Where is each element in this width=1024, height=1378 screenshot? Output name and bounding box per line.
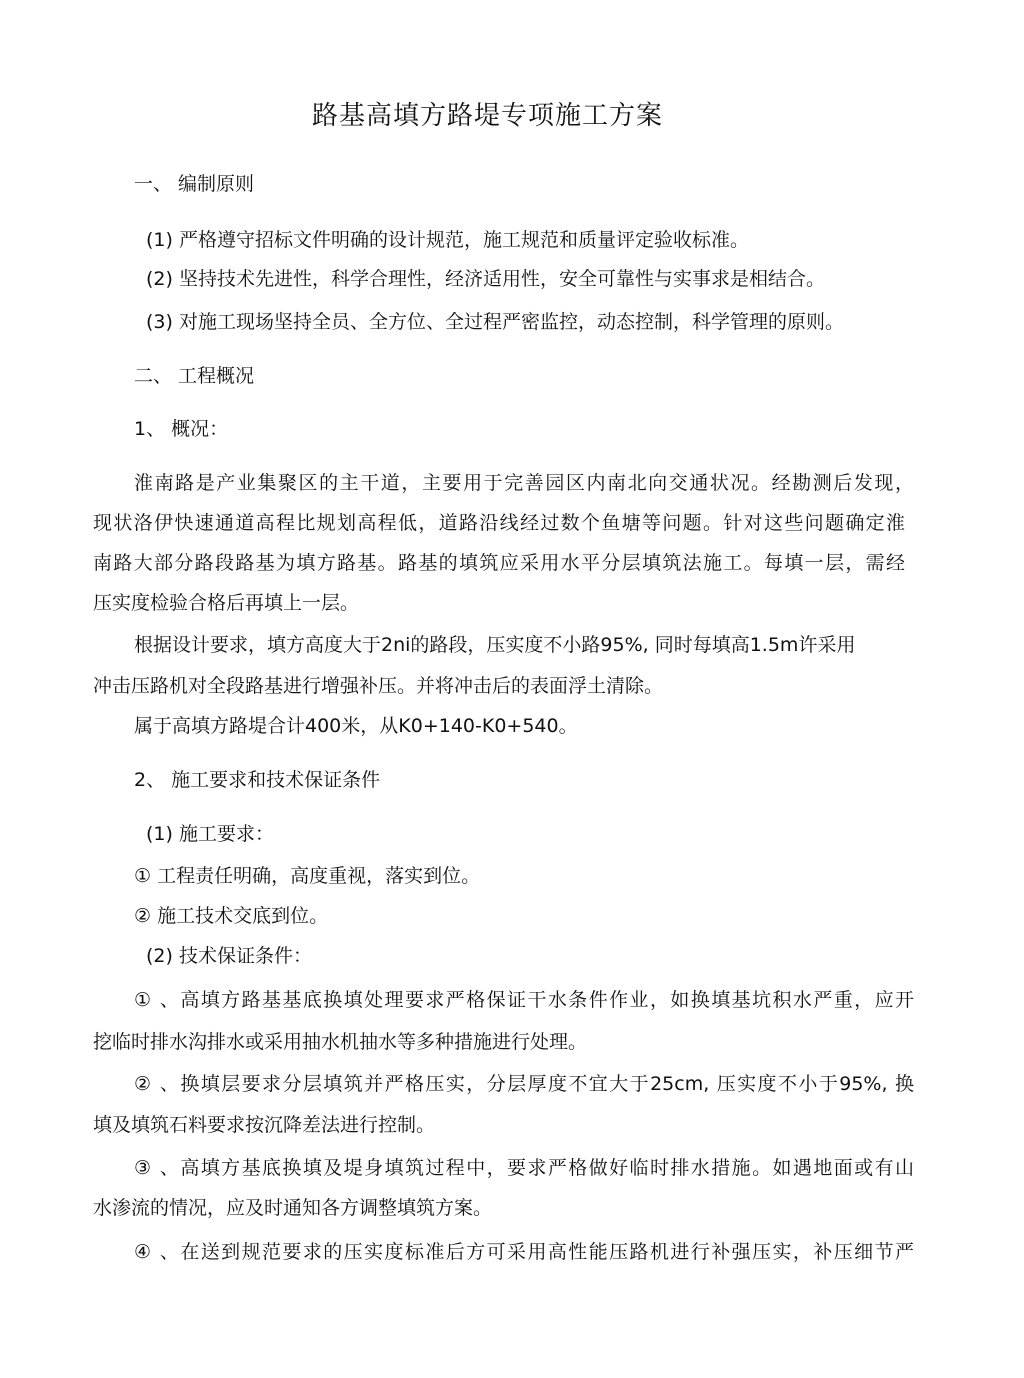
paragraph-line: 根据设计要求，填方高度大于2ni的路段，压实度不小路95%, 同时每填高1.5m许采用 [134,634,856,656]
paragraph-line: 属于高填方路堤合计400米，从K0+140-K0+540。 [134,715,578,737]
principle-item: (1) 严格遵守招标文件明确的设计规范，施工规范和质量评定验收标准。 [146,229,749,251]
paragraph-line: 淮南路是产业集聚区的主干道，主要用于完善园区内南北向交通状况。经勘测后发现， [134,472,914,494]
paragraph-line: 压实度检验合格后再填上一层。 [93,592,360,614]
paragraph-line: 冲击压路机对全段路基进行增强补压。并将冲击后的表面浮土清除。 [93,675,664,697]
paragraph-line: ④ 、在送到规范要求的压实度标准后方可采用高性能压路机进行补强压实，补压细节严 [134,1241,914,1263]
requirement-item: ① 工程责任明确，高度重视，落实到位。 [134,865,481,887]
paragraph-line: 现状洛伊快速通道高程比规划高程低，道路沿线经过数个鱼塘等问题。针对这些问题确定淮 [93,512,905,534]
tech-conditions-heading: (2) 技术保证条件： [146,945,312,967]
requirement-item: ② 施工技术交底到位。 [134,905,329,927]
paragraph-line: ③ 、高填方基底换填及堤身填筑过程中，要求严格做好临时排水措施。如遇地面或有山 [134,1157,914,1179]
paragraph-line: 挖临时排水沟排水或采用抽水机抽水等多种措施进行处理。 [93,1031,588,1053]
subsection-heading-requirements: 2、 施工要求和技术保证条件 [134,769,381,791]
subsection-heading-overview: 1、 概况： [134,418,229,440]
paragraph-line: ② 、换填层要求分层填筑并严格压实，分层厚度不宜大于25cm, 压实度不小于95%, 换 [134,1073,914,1095]
section-heading-principles: 一、 编制原则 [134,173,255,195]
requirements-heading: (1) 施工要求： [146,823,274,845]
paragraph-line: 南路大部分路段路基为填方路基。路基的填筑应采用水平分层填筑法施工。每填一层，需经 [93,552,905,574]
paragraph-line: 水渗流的情况，应及时通知各方调整填筑方案。 [93,1197,493,1219]
paragraph-line: 填及填筑石料要求按沉降差法进行控制。 [93,1114,436,1136]
paragraph-line: ① 、高填方路基基底换填处理要求严格保证干水条件作业，如换填基坑积水严重，应开 [134,989,914,1011]
principle-item: (2) 坚持技术先进性，科学合理性，经济适用性，安全可靠性与实事求是相结合。 [146,268,825,290]
section-heading-overview: 二、 工程概况 [134,365,255,387]
principle-item: (3) 对施工现场坚持全员、全方位、全过程严密监控，动态控制，科学管理的原则。 [146,311,844,333]
document-title: 路基高填方路堤专项施工方案 [312,101,664,131]
